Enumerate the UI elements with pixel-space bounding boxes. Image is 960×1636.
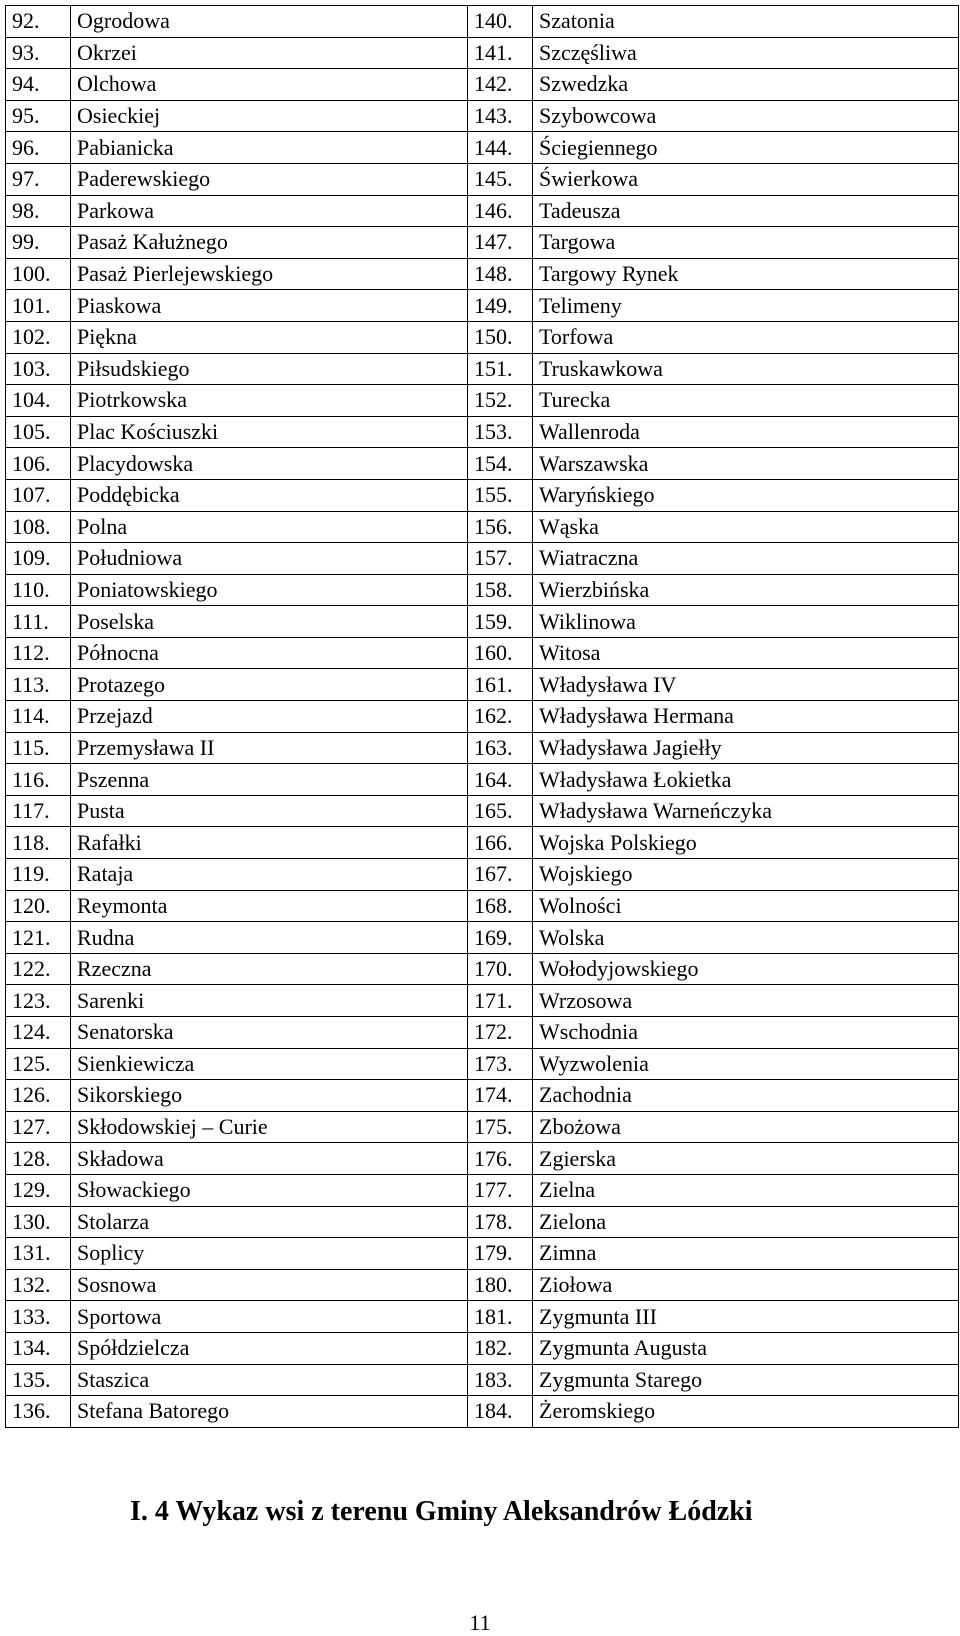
- street-name: Ziołowa: [533, 1269, 959, 1301]
- street-number: 96.: [6, 132, 71, 164]
- street-name: Wojska Polskiego: [533, 827, 959, 859]
- street-name: Wrzosowa: [533, 985, 959, 1017]
- table-row: [6, 448, 959, 480]
- street-name: Piotrkowska: [71, 385, 468, 417]
- street-number: 180.: [468, 1269, 533, 1301]
- street-number: 173.: [468, 1048, 533, 1080]
- table-row: [6, 6, 959, 38]
- street-name: Władysława Warneńczyka: [533, 795, 959, 827]
- street-name: Rudna: [71, 922, 468, 954]
- street-name: Placydowska: [71, 448, 468, 480]
- table-row: [6, 321, 959, 353]
- street-number: 168.: [468, 890, 533, 922]
- street-number: 119.: [6, 859, 71, 891]
- street-name: Szybowcowa: [533, 100, 959, 132]
- street-number: 176.: [468, 1143, 533, 1175]
- street-name: Skłodowskiej – Curie: [71, 1111, 468, 1143]
- street-number: 148.: [468, 258, 533, 290]
- street-number: 159.: [468, 606, 533, 638]
- table-row: [6, 1332, 959, 1364]
- page-number: 11: [469, 1610, 491, 1635]
- street-name: Poddębicka: [71, 479, 468, 511]
- table-row: [6, 1174, 959, 1206]
- street-number: 101.: [6, 290, 71, 322]
- street-number: 165.: [468, 795, 533, 827]
- street-name: Stolarza: [71, 1206, 468, 1238]
- street-number: 184.: [468, 1396, 533, 1428]
- street-number: 167.: [468, 859, 533, 891]
- table-row: [6, 1301, 959, 1333]
- street-number: 143.: [468, 100, 533, 132]
- table-row: [6, 1269, 959, 1301]
- table-row: [6, 795, 959, 827]
- table-row: [6, 1080, 959, 1112]
- street-name: Świerkowa: [533, 163, 959, 195]
- table-row: [6, 258, 959, 290]
- street-number: 164.: [468, 764, 533, 796]
- table-row: [6, 479, 959, 511]
- street-name: Targowa: [533, 227, 959, 259]
- street-name: Tadeusza: [533, 195, 959, 227]
- street-number: 142.: [468, 69, 533, 101]
- street-name: Zielna: [533, 1174, 959, 1206]
- street-number: 162.: [468, 701, 533, 733]
- street-number: 120.: [6, 890, 71, 922]
- street-number: 104.: [6, 385, 71, 417]
- table-row: [6, 953, 959, 985]
- street-number: 157.: [468, 543, 533, 575]
- street-name: Wiklinowa: [533, 606, 959, 638]
- street-name: Ogrodowa: [71, 6, 468, 38]
- table-row: [6, 37, 959, 69]
- table-row: [6, 732, 959, 764]
- street-number: 153.: [468, 416, 533, 448]
- street-number: 149.: [468, 290, 533, 322]
- street-name: Wyzwolenia: [533, 1048, 959, 1080]
- street-name: Pabianicka: [71, 132, 468, 164]
- table-row: [6, 1048, 959, 1080]
- table-row: [6, 985, 959, 1017]
- street-name: Żeromskiego: [533, 1396, 959, 1428]
- street-name: Szwedzka: [533, 69, 959, 101]
- street-number: 135.: [6, 1364, 71, 1396]
- street-number: 161.: [468, 669, 533, 701]
- street-number: 169.: [468, 922, 533, 954]
- street-name: Władysława IV: [533, 669, 959, 701]
- street-name: Zbożowa: [533, 1111, 959, 1143]
- table-row: [6, 1143, 959, 1175]
- street-name: Rataja: [71, 859, 468, 891]
- table-row: [6, 701, 959, 733]
- street-name: Plac Kościuszki: [71, 416, 468, 448]
- street-number: 97.: [6, 163, 71, 195]
- street-number: 116.: [6, 764, 71, 796]
- street-number: 150.: [468, 321, 533, 353]
- street-number: 128.: [6, 1143, 71, 1175]
- street-name: Spółdzielcza: [71, 1332, 468, 1364]
- street-name: Poniatowskiego: [71, 574, 468, 606]
- table-row: [6, 290, 959, 322]
- street-name: Pszenna: [71, 764, 468, 796]
- street-number: 166.: [468, 827, 533, 859]
- street-number: 126.: [6, 1080, 71, 1112]
- street-number: 127.: [6, 1111, 71, 1143]
- street-number: 158.: [468, 574, 533, 606]
- street-name: Przejazd: [71, 701, 468, 733]
- street-name: Piłsudskiego: [71, 353, 468, 385]
- street-name: Soplicy: [71, 1238, 468, 1270]
- street-name: Paderewskiego: [71, 163, 468, 195]
- street-number: 130.: [6, 1206, 71, 1238]
- street-name: Wierzbińska: [533, 574, 959, 606]
- street-number: 93.: [6, 37, 71, 69]
- street-number: 129.: [6, 1174, 71, 1206]
- street-name: Sarenki: [71, 985, 468, 1017]
- street-name: Władysława Hermana: [533, 701, 959, 733]
- table-row: [6, 922, 959, 954]
- table-row: [6, 195, 959, 227]
- section-heading: I. 4 Wykaz wsi z terenu Gminy Aleksandrów Łódzki: [130, 1496, 753, 1527]
- street-number: 131.: [6, 1238, 71, 1270]
- street-number: 100.: [6, 258, 71, 290]
- street-number: 170.: [468, 953, 533, 985]
- table-row: [6, 574, 959, 606]
- street-number: 163.: [468, 732, 533, 764]
- street-number: 103.: [6, 353, 71, 385]
- street-number: 141.: [468, 37, 533, 69]
- street-name: Rzeczna: [71, 953, 468, 985]
- street-number: 95.: [6, 100, 71, 132]
- street-name: Protazego: [71, 669, 468, 701]
- table-row: [6, 827, 959, 859]
- street-name: Pusta: [71, 795, 468, 827]
- street-name: Północna: [71, 637, 468, 669]
- street-number: 102.: [6, 321, 71, 353]
- street-number: 181.: [468, 1301, 533, 1333]
- table-row: [6, 1111, 959, 1143]
- street-number: 177.: [468, 1174, 533, 1206]
- street-list-body: [6, 6, 959, 1428]
- street-number: 146.: [468, 195, 533, 227]
- street-name: Wschodnia: [533, 1017, 959, 1049]
- street-name: Sienkiewicza: [71, 1048, 468, 1080]
- street-number: 175.: [468, 1111, 533, 1143]
- street-number: 115.: [6, 732, 71, 764]
- street-number: 134.: [6, 1332, 71, 1364]
- street-name: Składowa: [71, 1143, 468, 1175]
- street-number: 114.: [6, 701, 71, 733]
- street-name: Witosa: [533, 637, 959, 669]
- street-name: Pasaż Kałużnego: [71, 227, 468, 259]
- street-number: 122.: [6, 953, 71, 985]
- table-row: [6, 890, 959, 922]
- street-number: 151.: [468, 353, 533, 385]
- street-name: Truskawkowa: [533, 353, 959, 385]
- table-row: [6, 353, 959, 385]
- table-row: [6, 1017, 959, 1049]
- street-number: 121.: [6, 922, 71, 954]
- street-name: Piaskowa: [71, 290, 468, 322]
- street-number: 183.: [468, 1364, 533, 1396]
- table-row: [6, 543, 959, 575]
- street-name: Sportowa: [71, 1301, 468, 1333]
- table-row: [6, 1364, 959, 1396]
- street-name: Staszica: [71, 1364, 468, 1396]
- street-name: Zygmunta Augusta: [533, 1332, 959, 1364]
- street-number: 179.: [468, 1238, 533, 1270]
- street-number: 124.: [6, 1017, 71, 1049]
- street-number: 110.: [6, 574, 71, 606]
- street-name: Pasaż Pierlejewskiego: [71, 258, 468, 290]
- street-name: Wołodyjowskiego: [533, 953, 959, 985]
- street-number: 160.: [468, 637, 533, 669]
- street-name: Poselska: [71, 606, 468, 638]
- street-name: Waryńskiego: [533, 479, 959, 511]
- street-name: Torfowa: [533, 321, 959, 353]
- street-name: Olchowa: [71, 69, 468, 101]
- street-name: Osieckiej: [71, 100, 468, 132]
- street-number: 144.: [468, 132, 533, 164]
- street-number: 145.: [468, 163, 533, 195]
- table-row: [6, 132, 959, 164]
- street-number: 174.: [468, 1080, 533, 1112]
- street-name: Warszawska: [533, 448, 959, 480]
- table-row: [6, 1396, 959, 1428]
- street-number: 155.: [468, 479, 533, 511]
- table-row: [6, 764, 959, 796]
- street-number: 113.: [6, 669, 71, 701]
- street-name: Wallenroda: [533, 416, 959, 448]
- street-number: 108.: [6, 511, 71, 543]
- street-name: Południowa: [71, 543, 468, 575]
- street-name: Ściegiennego: [533, 132, 959, 164]
- street-list-table: [5, 5, 959, 1428]
- street-number: 172.: [468, 1017, 533, 1049]
- street-name: Wolności: [533, 890, 959, 922]
- street-number: 171.: [468, 985, 533, 1017]
- street-number: 94.: [6, 69, 71, 101]
- street-name: Sosnowa: [71, 1269, 468, 1301]
- table-row: [6, 606, 959, 638]
- street-number: 123.: [6, 985, 71, 1017]
- street-name: Wąska: [533, 511, 959, 543]
- street-number: 154.: [468, 448, 533, 480]
- street-name: Zachodnia: [533, 1080, 959, 1112]
- table-row: [6, 637, 959, 669]
- table-row: [6, 163, 959, 195]
- street-name: Polna: [71, 511, 468, 543]
- street-name: Szczęśliwa: [533, 37, 959, 69]
- street-number: 140.: [468, 6, 533, 38]
- street-number: 152.: [468, 385, 533, 417]
- street-name: Piękna: [71, 321, 468, 353]
- table-row: [6, 69, 959, 101]
- table-row: [6, 416, 959, 448]
- street-name: Zgierska: [533, 1143, 959, 1175]
- street-name: Senatorska: [71, 1017, 468, 1049]
- street-name: Zygmunta III: [533, 1301, 959, 1333]
- street-number: 178.: [468, 1206, 533, 1238]
- table-row: [6, 1238, 959, 1270]
- street-name: Przemysława II: [71, 732, 468, 764]
- street-name: Zielona: [533, 1206, 959, 1238]
- street-name: Wolska: [533, 922, 959, 954]
- table-row: [6, 1206, 959, 1238]
- street-number: 98.: [6, 195, 71, 227]
- street-number: 105.: [6, 416, 71, 448]
- street-number: 109.: [6, 543, 71, 575]
- street-number: 117.: [6, 795, 71, 827]
- street-number: 182.: [468, 1332, 533, 1364]
- street-name: Szatonia: [533, 6, 959, 38]
- street-number: 107.: [6, 479, 71, 511]
- street-number: 125.: [6, 1048, 71, 1080]
- street-name: Stefana Batorego: [71, 1396, 468, 1428]
- street-name: Rafałki: [71, 827, 468, 859]
- street-name: Władysława Jagiełły: [533, 732, 959, 764]
- street-name: Turecka: [533, 385, 959, 417]
- table-row: [6, 100, 959, 132]
- street-number: 156.: [468, 511, 533, 543]
- table-row: [6, 669, 959, 701]
- street-number: 133.: [6, 1301, 71, 1333]
- table-row: [6, 859, 959, 891]
- street-number: 147.: [468, 227, 533, 259]
- street-name: Parkowa: [71, 195, 468, 227]
- street-name: Wojskiego: [533, 859, 959, 891]
- street-number: 136.: [6, 1396, 71, 1428]
- street-name: Władysława Łokietka: [533, 764, 959, 796]
- street-number: 112.: [6, 637, 71, 669]
- street-name: Słowackiego: [71, 1174, 468, 1206]
- street-name: Okrzei: [71, 37, 468, 69]
- street-name: Wiatraczna: [533, 543, 959, 575]
- street-number: 111.: [6, 606, 71, 638]
- table-row: [6, 227, 959, 259]
- street-number: 92.: [6, 6, 71, 38]
- street-name: Sikorskiego: [71, 1080, 468, 1112]
- street-number: 106.: [6, 448, 71, 480]
- street-name: Zygmunta Starego: [533, 1364, 959, 1396]
- street-name: Telimeny: [533, 290, 959, 322]
- table-row: [6, 511, 959, 543]
- street-number: 118.: [6, 827, 71, 859]
- street-number: 132.: [6, 1269, 71, 1301]
- table-row: [6, 385, 959, 417]
- street-name: Targowy Rynek: [533, 258, 959, 290]
- street-name: Reymonta: [71, 890, 468, 922]
- street-name: Zimna: [533, 1238, 959, 1270]
- street-number: 99.: [6, 227, 71, 259]
